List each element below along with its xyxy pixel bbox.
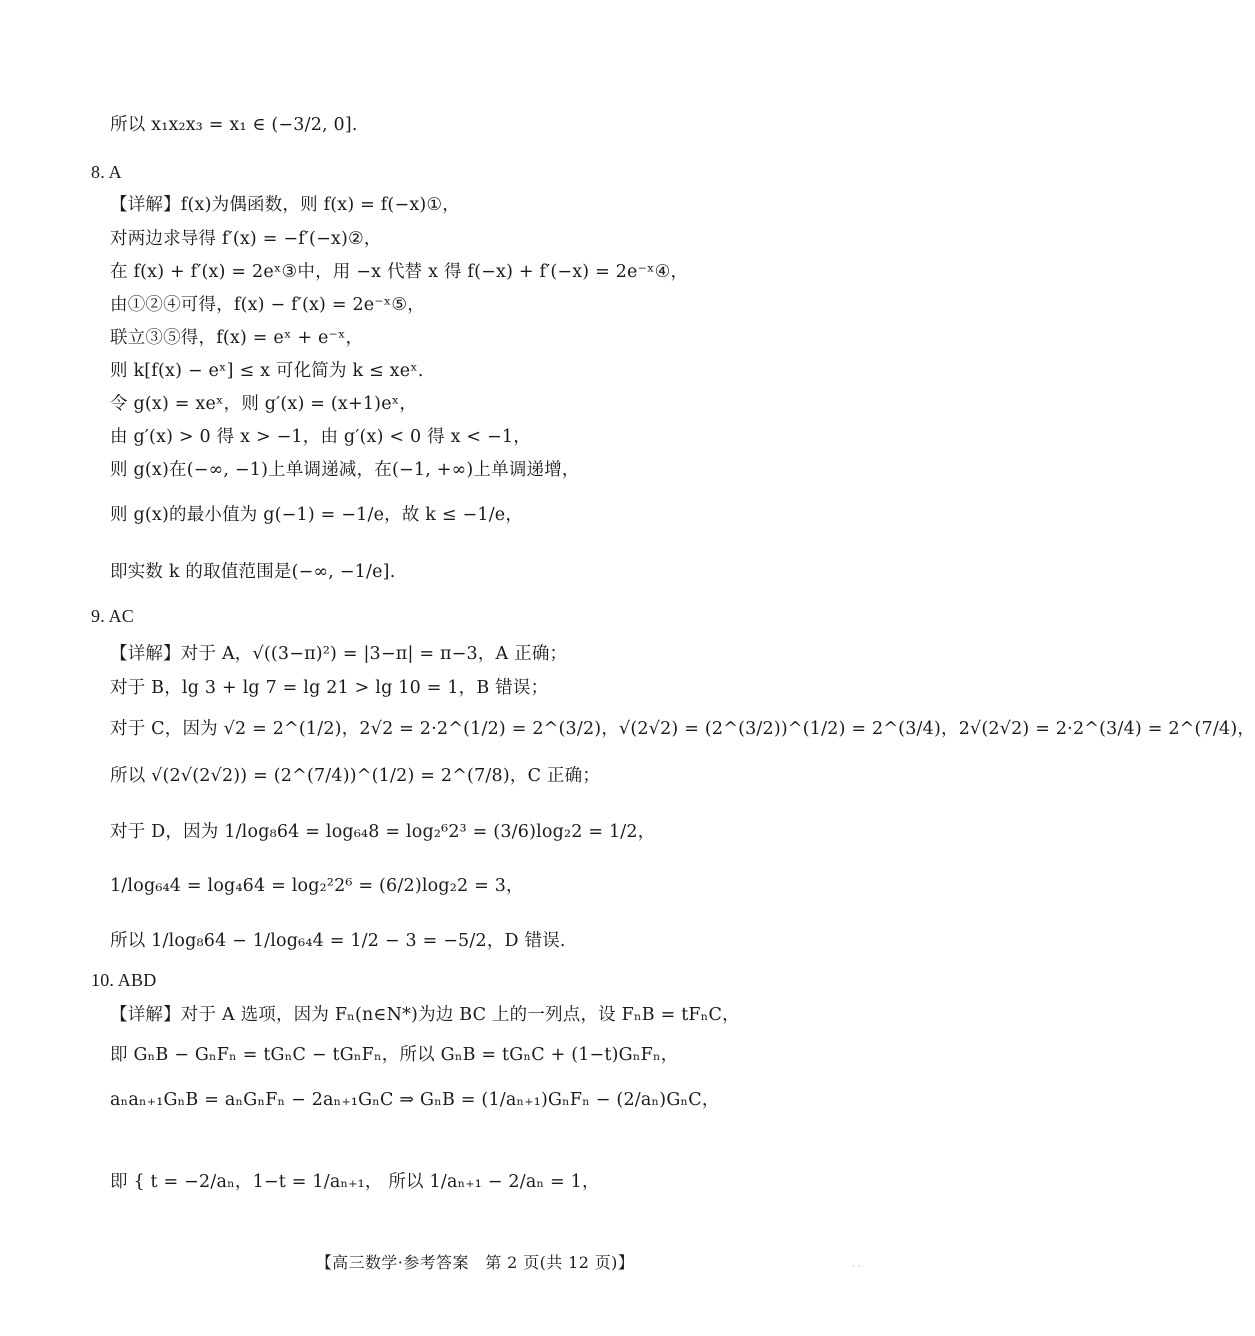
text-line: 所以 x₁x₂x₃ = x₁ ∈ (−3/2, 0]. [110, 115, 358, 135]
text-line: 联立③⑤得，f(x) = eˣ + e⁻ˣ， [110, 328, 364, 348]
text-line: 由①②④可得，f(x) − f′(x) = 2e⁻ˣ⑤， [110, 295, 425, 315]
text-line: 【详解】对于 A 选项，因为 Fₙ(n∈N*)为边 BC 上的一列点，设 FₙB = tFₙC， [110, 1005, 740, 1025]
question-number: 10. ABD [91, 970, 157, 990]
text-line: 在 f(x) + f′(x) = 2eˣ③中，用 −x 代替 x 得 f(−x) + f′(−x) = 2e⁻ˣ④， [110, 262, 689, 282]
text-line: 对于 D，因为 1/log₈64 = log₆₄8 = log₂⁶2³ = (3/6)log₂2 = 1/2， [110, 822, 656, 842]
text-line: aₙaₙ₊₁GₙB = aₙGₙFₙ − 2aₙ₊₁GₙC ⇒ GₙB = (1/aₙ₊₁)GₙFₙ − (2/aₙ)GₙC， [110, 1090, 720, 1110]
page-footer: 【高三数学·参考答案 第 2 页(共 12 页)】 [315, 1253, 635, 1272]
text-line: 即 GₙB − GₙFₙ = tGₙC − tGₙFₙ，所以 GₙB = tGₙC + (1−t)GₙFₙ， [110, 1045, 679, 1065]
text-line: 【详解】f(x)为偶函数，则 f(x) = f(−x)①， [110, 195, 461, 215]
text-line: 对于 C，因为 √2 = 2^(1/2)，2√2 = 2·2^(1/2) = 2^(3/2)，√(2√2) = (2^(3/2))^(1/2) = 2^(3/4)，2√(2√2) = 2·2^(3/4) = 2^(7/4)， [110, 719, 1255, 739]
text-line: 【详解】对于 A，√((3−π)²) = |3−π| = π−3，A 正确； [110, 644, 568, 664]
text-line: 对两边求导得 f′(x) = −f′(−x)②， [110, 229, 382, 249]
text-line: 令 g(x) = xeˣ，则 g′(x) = (x+1)eˣ， [110, 394, 418, 414]
question-number: 8. A [91, 162, 122, 182]
text-line: 即 { t = −2/aₙ，1−t = 1/aₙ₊₁， 所以 1/aₙ₊₁ − 2/aₙ = 1， [110, 1172, 600, 1192]
question-number: 9. AC [91, 606, 135, 626]
text-line: 则 g(x)在(−∞, −1)上单调递减，在(−1, +∞)上单调递增， [110, 460, 580, 480]
text-line: 所以 √(2√(2√2)) = (2^(7/4))^(1/2) = 2^(7/8)，C 正确； [110, 766, 601, 786]
text-line: 对于 B，lg 3 + lg 7 = lg 21 > lg 10 = 1，B 错误； [110, 678, 549, 698]
text-line: 所以 1/log₈64 − 1/log₆₄4 = 1/2 − 3 = −5/2，D 错误. [110, 931, 566, 951]
text-line: 即实数 k 的取值范围是(−∞, −1/e]. [110, 562, 396, 582]
text-line: 1/log₆₄4 = log₄64 = log₂²2⁶ = (6/2)log₂2 = 3， [110, 876, 524, 896]
scan-artifact: · · [852, 1262, 861, 1272]
text-line: 则 g(x)的最小值为 g(−1) = −1/e，故 k ≤ −1/e， [110, 505, 524, 525]
text-line: 则 k[f(x) − eˣ] ≤ x 可化简为 k ≤ xeˣ. [110, 361, 424, 381]
text-line: 由 g′(x) > 0 得 x > −1，由 g′(x) < 0 得 x < −1， [110, 427, 531, 447]
